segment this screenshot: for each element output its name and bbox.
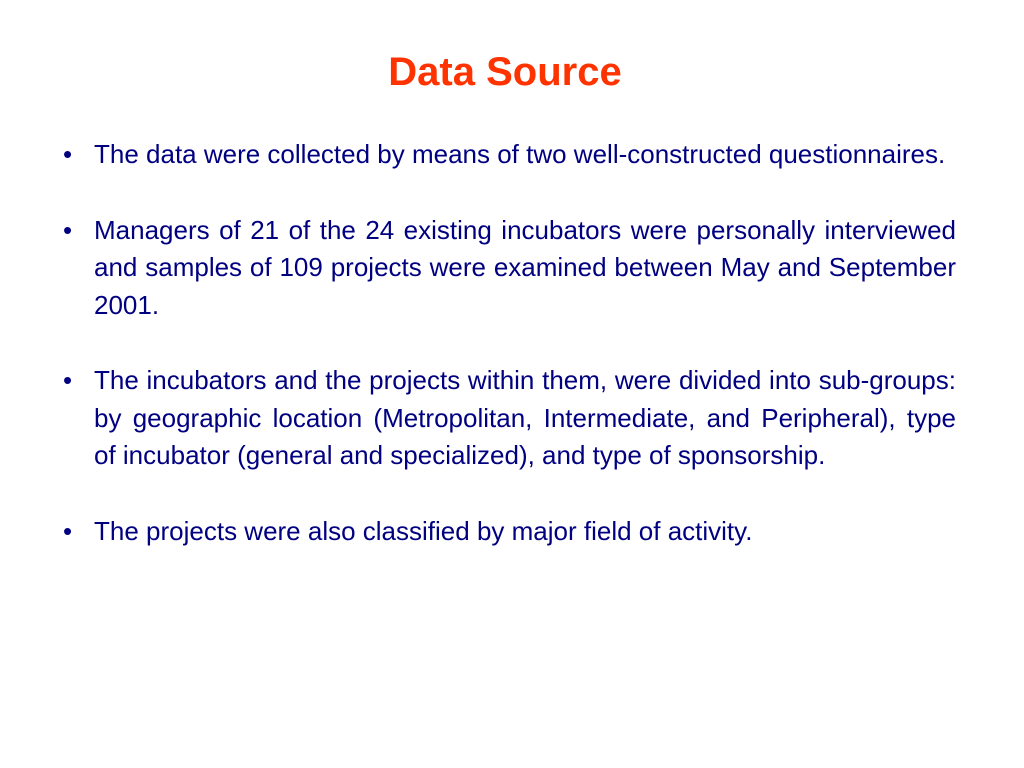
- bullet-text-classification: The projects were also classified by major field of activity.: [94, 515, 753, 546]
- bullet-dot-icon: •: [63, 139, 73, 169]
- bullet-text-interviews: Managers of 21 of the 24 existing incubators were personally interviewed and samples of 109 projects were examined between May and September 2001.: [94, 214, 956, 320]
- bullet-text-subgroups: The incubators and the projects within them, were divided into sub-groups: by geographic location (Metropolitan, Intermediate, and Peripheral), type of incubator (general and specialized), and type of sponsorship.: [94, 365, 956, 470]
- bullet-text-data-collection: The data were collected by means of two well-constructed questionnaires.: [94, 139, 946, 169]
- bullet-list: [60, 136, 956, 550]
- slide-title: Data Source: [388, 50, 622, 94]
- bullet-item: [60, 513, 956, 551]
- bullet-item: [60, 212, 956, 325]
- bullet-dot-icon: •: [63, 515, 73, 546]
- bullet-item: [60, 136, 956, 174]
- bullet-dot-icon: •: [63, 214, 73, 245]
- bullet-dot-icon: •: [63, 365, 73, 395]
- bullet-item: [60, 362, 956, 475]
